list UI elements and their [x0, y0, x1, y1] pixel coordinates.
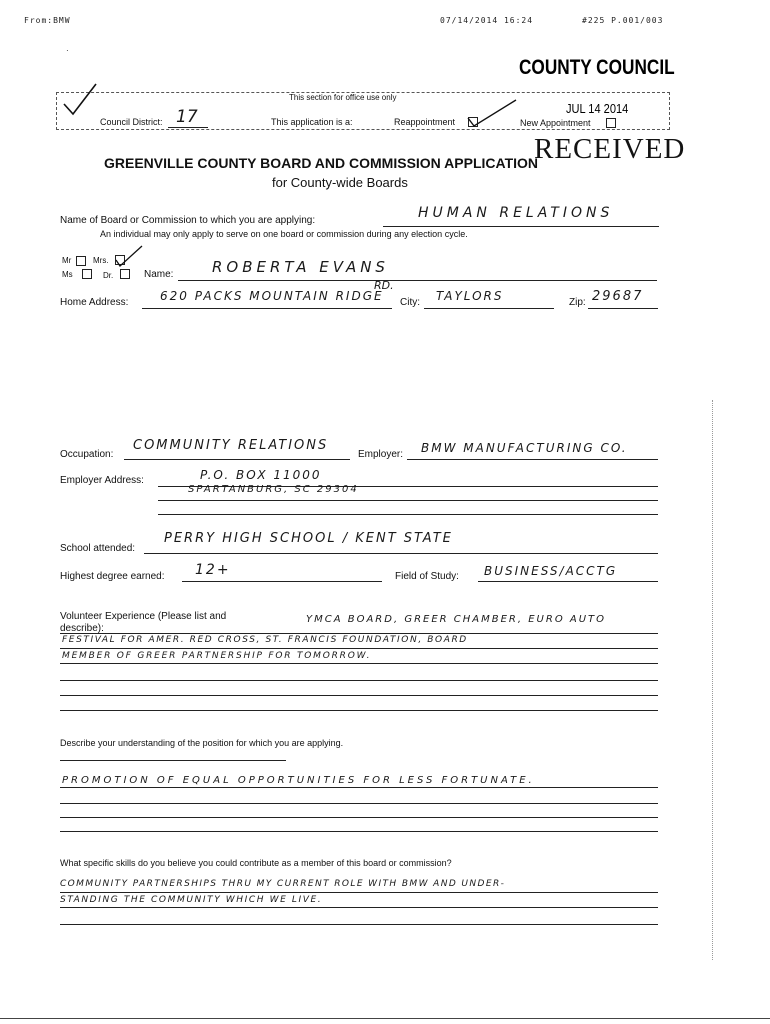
volunteer-label: Volunteer Experience (Please list and: [60, 611, 227, 622]
board-note: An individual may only apply to serve on one board or commission during any election cycle.: [100, 229, 468, 239]
new-appointment-label: New Appointment: [520, 118, 591, 128]
name-line: [178, 280, 657, 281]
understanding-line-4: [60, 831, 658, 832]
name-label: Name:: [144, 269, 174, 280]
understanding-underline: [60, 760, 286, 761]
salutation-ms-checkbox[interactable]: [82, 269, 92, 279]
office-checkmark-icon: [60, 80, 100, 120]
board-label: Name of Board or Commission to which you are applying:: [60, 215, 316, 226]
occupation-label: Occupation:: [60, 449, 114, 460]
volunteer-label-cont: describe):: [60, 623, 104, 634]
employer-line: [407, 459, 658, 460]
school-value[interactable]: PERRY HIGH SCHOOL / KENT STATE: [164, 531, 453, 546]
salutation-mr-label: Mr: [62, 256, 72, 265]
board-line: [383, 226, 659, 227]
name-value[interactable]: ROBERTA EVANS: [212, 258, 389, 276]
employer-address-line-2: [158, 500, 658, 501]
home-address-value[interactable]: 620 PACKS MOUNTAIN RIDGE: [160, 289, 384, 303]
understanding-line-2: [60, 803, 658, 804]
field-of-study-line: [478, 581, 658, 582]
understanding-line-1: [60, 787, 658, 788]
board-value[interactable]: HUMAN RELATIONS: [418, 205, 614, 221]
application-type-label: This application is a:: [271, 117, 353, 127]
volunteer-line-6: [60, 710, 658, 711]
home-address-rd: RD.: [374, 279, 394, 292]
volunteer-line3-value[interactable]: MEMBER OF GREER PARTNERSHIP FOR TOMORROW.: [62, 651, 372, 661]
speck: ·: [66, 46, 69, 55]
reappointment-label: Reappointment: [394, 117, 456, 127]
degree-value[interactable]: 12+: [195, 562, 231, 578]
scan-bottom-line: [0, 1018, 770, 1019]
volunteer-line2-value[interactable]: FESTIVAL FOR AMER. RED CROSS, ST. FRANCIS FOUNDATION, BOARD: [62, 635, 468, 645]
stamp-date: JUL 14 2014: [566, 101, 629, 116]
salutation-ms-label: Ms: [62, 270, 73, 279]
employer-label: Employer:: [358, 449, 404, 460]
salutation-mrs-label: Mrs.: [93, 256, 109, 265]
employer-value[interactable]: BMW MANUFACTURING CO.: [421, 441, 628, 455]
school-line: [144, 553, 658, 554]
skills-line-3: [60, 924, 658, 925]
understanding-label: Describe your understanding of the position for which you are applying.: [60, 738, 344, 748]
occupation-value[interactable]: COMMUNITY RELATIONS: [133, 438, 329, 453]
new-appointment-checkbox[interactable]: [606, 118, 616, 128]
zip-line: [588, 308, 658, 309]
employer-address-line-3: [158, 514, 658, 515]
skills-label: What specific skills do you believe you could contribute as a member of this board or commission?: [60, 858, 452, 868]
volunteer-line1-value[interactable]: YMCA BOARD, GREER CHAMBER, EURO AUTO: [306, 614, 607, 625]
stamp-received: RECEIVED: [534, 133, 686, 165]
field-of-study-value[interactable]: BUSINESS/ACCTG: [484, 564, 618, 578]
form-subtitle: for County-wide Boards: [272, 175, 408, 190]
fax-datetime: 07/14/2014 16:24: [440, 16, 534, 25]
home-address-line: [142, 308, 392, 309]
occupation-line: [124, 459, 350, 460]
council-district-line: [168, 127, 208, 128]
salutation-mr-checkbox[interactable]: [76, 256, 86, 266]
skills-line-2: [60, 907, 658, 908]
fax-page-ref: #225 P.001/003: [582, 16, 664, 25]
volunteer-line-2: [60, 648, 658, 649]
degree-line: [182, 581, 382, 582]
salutation-dr-checkbox[interactable]: [120, 269, 130, 279]
understanding-line1-value[interactable]: PROMOTION OF EQUAL OPPORTUNITIES FOR LESS FORTUNATE.: [62, 775, 535, 786]
skills-line2-value[interactable]: STANDING THE COMMUNITY WHICH WE LIVE.: [60, 895, 323, 905]
zip-label: Zip:: [569, 297, 586, 308]
city-line: [424, 308, 554, 309]
home-address-label: Home Address:: [60, 297, 129, 308]
employer-address-line1-value[interactable]: P.O. BOX 11000: [200, 468, 322, 482]
understanding-line-3: [60, 817, 658, 818]
office-use-note: This section for office use only: [289, 93, 397, 102]
city-label: City:: [400, 297, 420, 308]
salutation-mrs-checkmark-icon: [112, 244, 144, 268]
city-value[interactable]: TAYLORS: [436, 289, 504, 303]
form-title: GREENVILLE COUNTY BOARD AND COMMISSION APPLICATION: [104, 155, 539, 171]
volunteer-line-3: [60, 663, 658, 664]
field-of-study-label: Field of Study:: [395, 571, 459, 582]
volunteer-line-1: [60, 633, 658, 634]
school-label: School attended:: [60, 543, 136, 554]
salutation-dr-label: Dr.: [103, 271, 114, 280]
volunteer-line-4: [60, 680, 658, 681]
zip-value[interactable]: 29687: [592, 289, 644, 304]
skills-line1-value[interactable]: COMMUNITY PARTNERSHIPS THRU MY CURRENT ROLE WITH BMW AND UNDER-: [60, 879, 506, 889]
employer-address-label: Employer Address:: [60, 475, 144, 486]
council-district-value[interactable]: 17: [176, 107, 198, 127]
employer-address-line2-value[interactable]: SPARTANBURG, SC 29304: [188, 484, 359, 495]
council-district-label: Council District:: [100, 117, 163, 127]
skills-line-1: [60, 892, 658, 893]
stamp-county-council: COUNTY COUNCIL: [519, 56, 675, 79]
reappointment-checkmark-icon: [464, 96, 520, 130]
volunteer-line-5: [60, 695, 658, 696]
degree-label: Highest degree earned:: [60, 571, 165, 582]
fax-sender: From:BMW: [24, 16, 71, 25]
scan-edge-marks: [712, 400, 714, 960]
